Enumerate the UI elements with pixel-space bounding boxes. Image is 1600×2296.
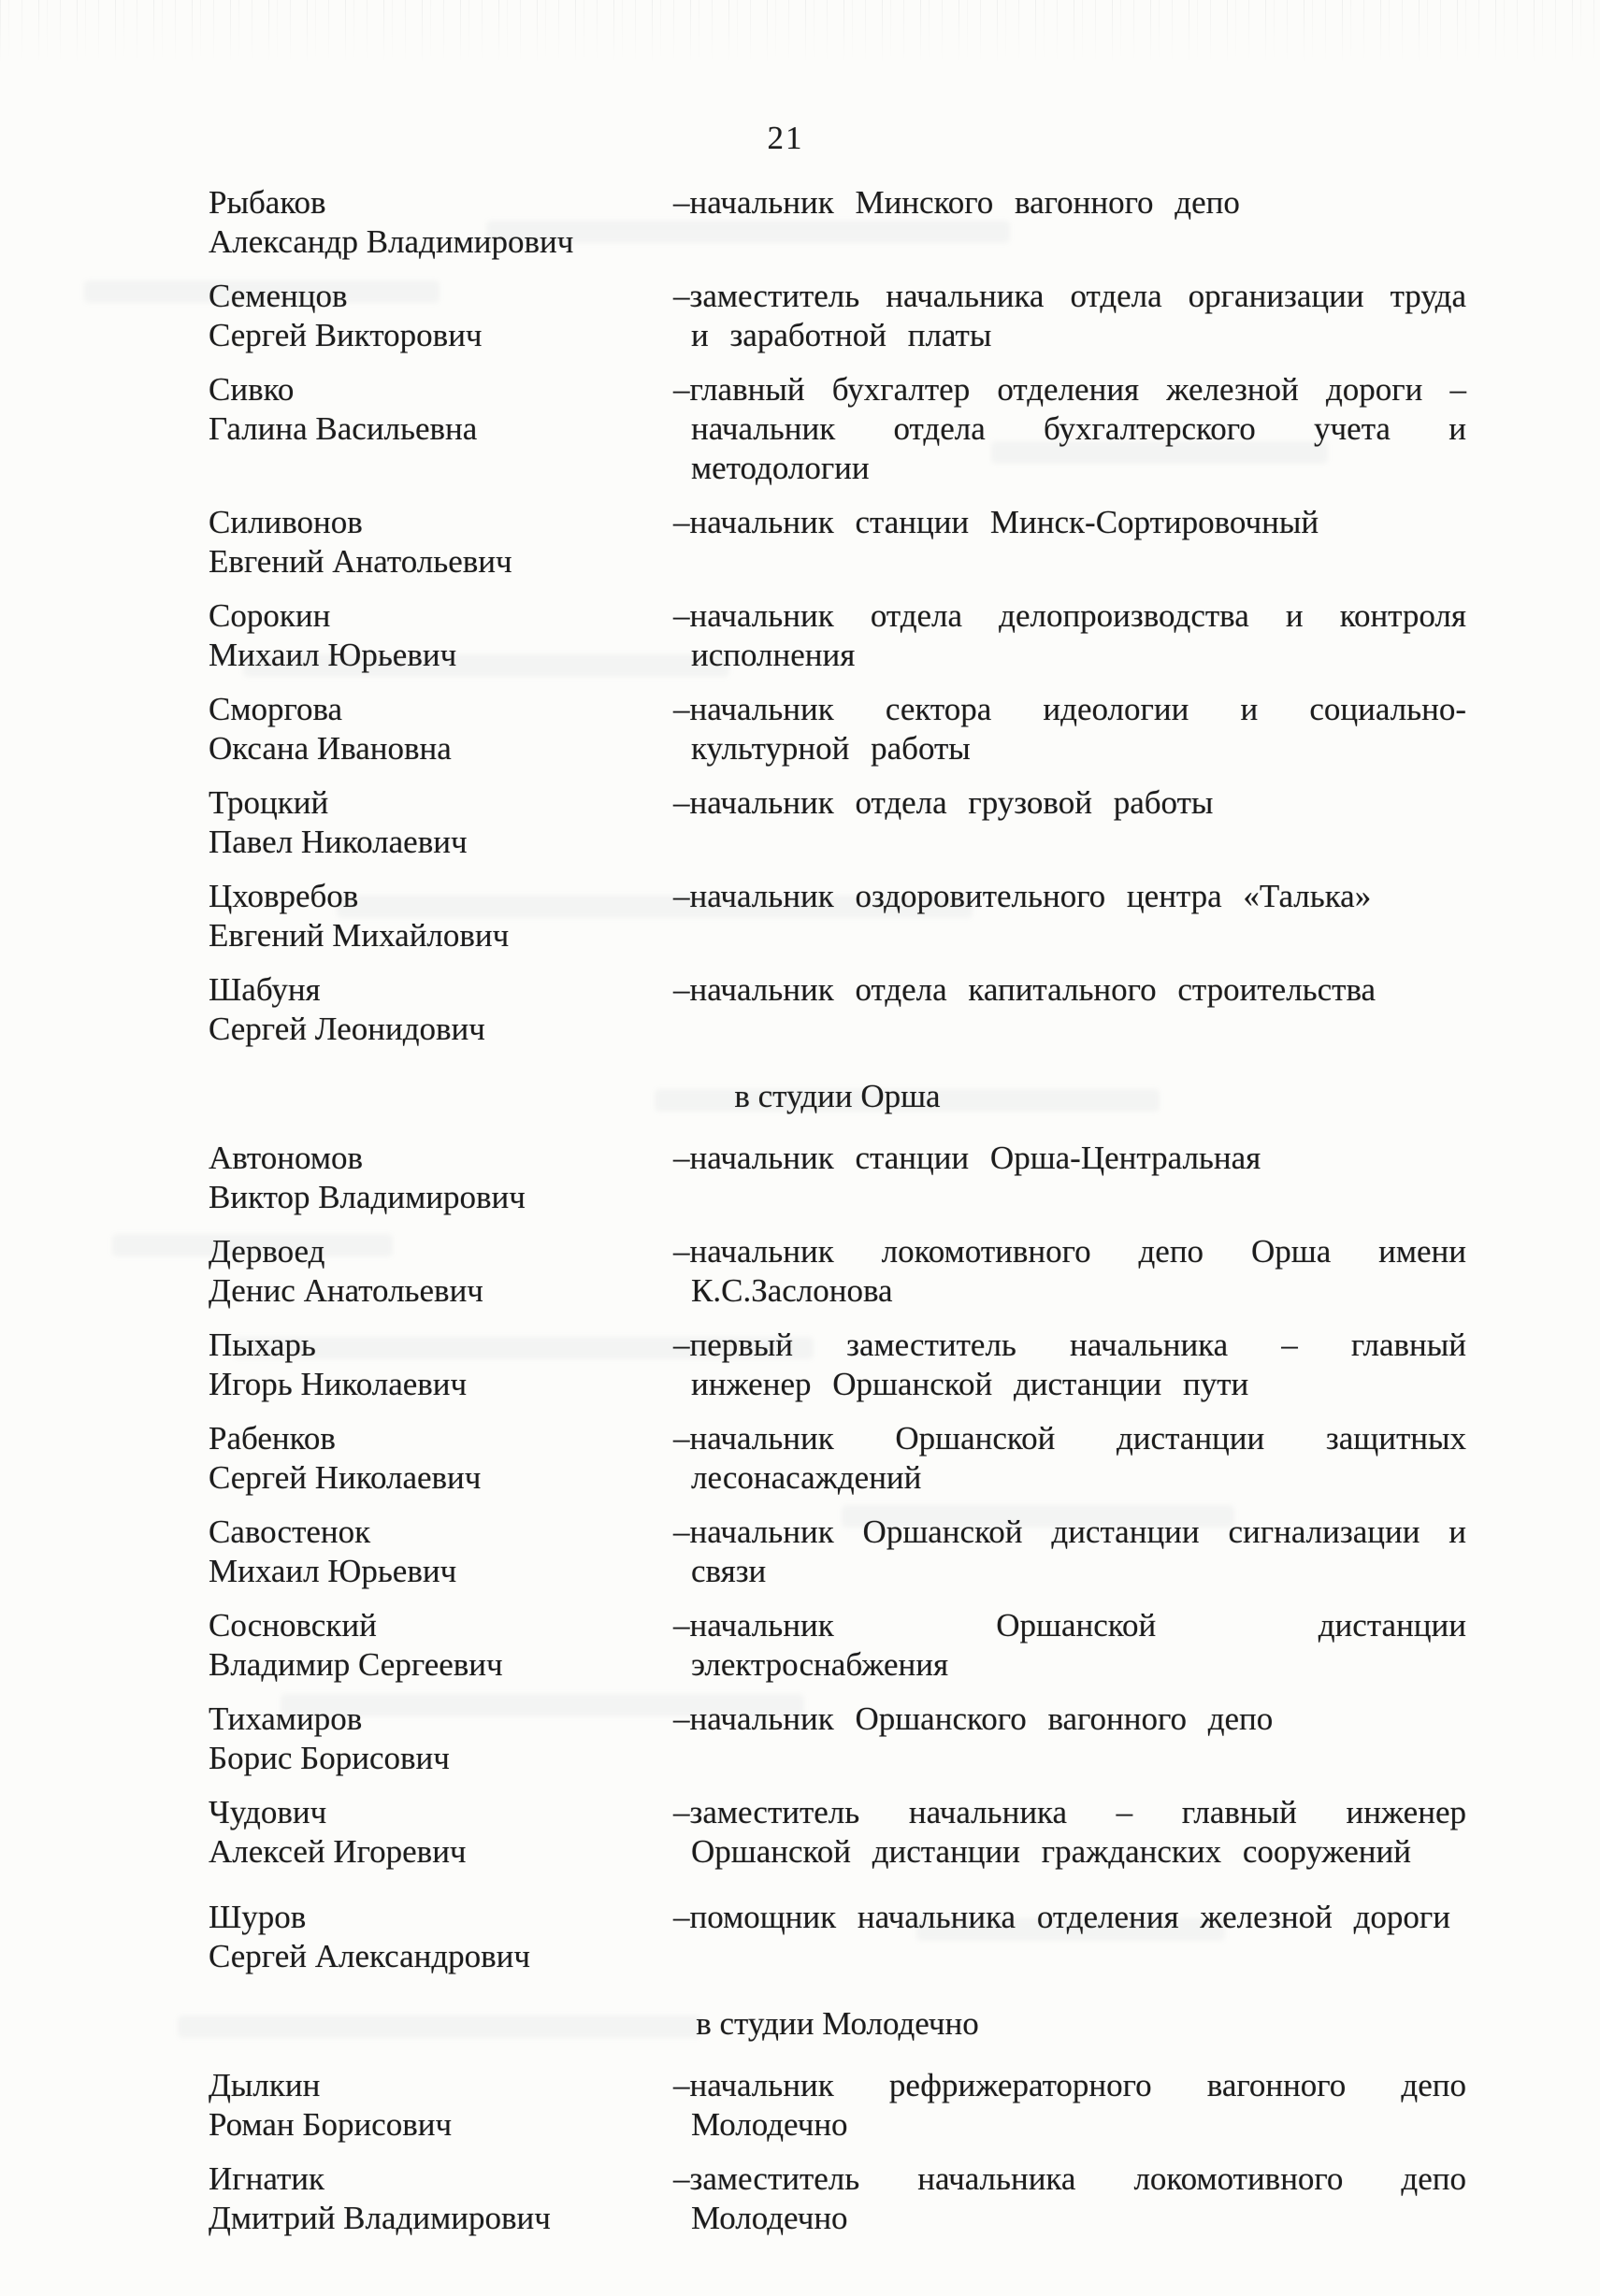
person-given-names: Сергей Николаевич bbox=[209, 1459, 482, 1496]
person-name bbox=[209, 690, 673, 768]
person-name bbox=[209, 2066, 673, 2145]
person-surname: Автономов bbox=[209, 1140, 364, 1176]
section-header-molodechno: в студии Молодечно bbox=[696, 2005, 979, 2042]
person-surname: Семенцов bbox=[209, 278, 348, 314]
page-number: 21 bbox=[767, 120, 804, 156]
person-surname: Игнатик bbox=[209, 2160, 325, 2197]
person-position: –начальник Минского вагонного депо bbox=[673, 184, 1240, 221]
directory-entry bbox=[209, 1139, 1466, 1217]
person-position: –начальник отдела делопроизводства и контроля исполнения bbox=[673, 597, 1466, 673]
person-name bbox=[209, 596, 673, 675]
person-surname: Шуров bbox=[209, 1899, 307, 1935]
person-given-names: Роман Борисович bbox=[209, 2106, 453, 2143]
person-name bbox=[209, 1232, 673, 1311]
person-surname: Сосновский bbox=[209, 1607, 377, 1643]
directory-entry bbox=[209, 1513, 1466, 1591]
person-surname: Дылкин bbox=[209, 2067, 321, 2103]
person-name bbox=[209, 1513, 673, 1591]
section-header-orsha: в студии Орша bbox=[734, 1078, 941, 1114]
person-name bbox=[209, 1326, 673, 1404]
directory-entry bbox=[209, 1232, 1466, 1311]
directory-entry bbox=[209, 1898, 1466, 1976]
person-position: –начальник отдела грузовой работы bbox=[673, 784, 1214, 821]
person-surname: Шабуня bbox=[209, 971, 321, 1008]
directory-entry bbox=[209, 596, 1466, 675]
person-position: –заместитель начальника – главный инженер Оршанской дистанции гражданских сооружений bbox=[673, 1794, 1466, 1870]
directory-entry bbox=[209, 2160, 1466, 2238]
person-position: –начальник локомотивного депо Орша имени К.С.Заслонова bbox=[673, 1233, 1466, 1309]
person-position: –начальник станции Орша-Центральная bbox=[673, 1140, 1261, 1176]
person-name bbox=[209, 1793, 673, 1872]
person-name bbox=[209, 183, 673, 262]
directory-entry bbox=[209, 1793, 1466, 1872]
person-position: –начальник сектора идеологии и социально-культурной работы bbox=[673, 691, 1466, 767]
person-given-names: Сергей Александрович bbox=[209, 1938, 531, 1974]
person-name bbox=[209, 277, 673, 355]
person-position: –начальник Оршанской дистанции сигнализации и связи bbox=[673, 1514, 1466, 1589]
person-position: –начальник отдела капитального строительства bbox=[673, 971, 1377, 1008]
person-surname: Цховребов bbox=[209, 878, 359, 914]
directory-entry bbox=[209, 2066, 1466, 2145]
person-position: –заместитель начальника отдела организации труда и заработной платы bbox=[673, 278, 1466, 353]
directory-entry bbox=[209, 970, 1466, 1049]
person-given-names: Галина Васильевна bbox=[209, 410, 478, 447]
person-given-names: Алексей Игоревич bbox=[209, 1833, 467, 1870]
directory-entry bbox=[209, 370, 1466, 488]
person-position: –начальник Оршанского вагонного депо bbox=[673, 1700, 1274, 1737]
directory-entry bbox=[209, 877, 1466, 955]
person-given-names: Борис Борисович bbox=[209, 1740, 450, 1776]
person-given-names: Игорь Николаевич bbox=[209, 1366, 468, 1402]
person-surname: Рыбаков bbox=[209, 184, 326, 221]
person-surname: Сморгова bbox=[209, 691, 343, 727]
directory-entry bbox=[209, 1326, 1466, 1404]
person-given-names: Денис Анатольевич bbox=[209, 1272, 483, 1309]
person-position: –начальник оздоровительного центра «Талька» bbox=[673, 878, 1372, 914]
directory-entry bbox=[209, 503, 1466, 581]
person-given-names: Виктор Владимирович bbox=[209, 1179, 526, 1215]
person-given-names: Михаил Юрьевич bbox=[209, 1553, 457, 1589]
person-given-names: Сергей Викторович bbox=[209, 317, 483, 353]
person-surname: Тихамиров bbox=[209, 1700, 363, 1737]
person-name bbox=[209, 970, 673, 1049]
person-name bbox=[209, 1700, 673, 1778]
scan-artifact bbox=[0, 0, 1600, 75]
directory-entry bbox=[209, 1419, 1466, 1498]
person-given-names: Владимир Сергеевич bbox=[209, 1646, 503, 1683]
person-name bbox=[209, 503, 673, 581]
person-given-names: Павел Николаевич bbox=[209, 824, 468, 860]
person-surname: Троцкий bbox=[209, 784, 329, 821]
directory-entry bbox=[209, 183, 1466, 262]
person-surname: Дервоед bbox=[209, 1233, 325, 1270]
directory-entry bbox=[209, 277, 1466, 355]
person-position: –начальник станции Минск-Сортировочный bbox=[673, 504, 1319, 540]
person-given-names: Михаил Юрьевич bbox=[209, 637, 457, 673]
person-position: –главный бухгалтер отделения железной дороги – начальник отдела бухгалтерского учета и методологии bbox=[673, 371, 1466, 486]
person-given-names: Сергей Леонидович bbox=[209, 1011, 485, 1047]
directory-entry bbox=[209, 1700, 1466, 1778]
person-name bbox=[209, 370, 673, 488]
person-name bbox=[209, 1139, 673, 1217]
person-surname: Савостенок bbox=[209, 1514, 371, 1550]
person-position: –начальник Оршанской дистанции защитных лесонасаждений bbox=[673, 1420, 1466, 1496]
person-given-names: Евгений Михайлович bbox=[209, 917, 510, 954]
directory-list bbox=[209, 183, 1466, 2253]
person-surname: Рабенков bbox=[209, 1420, 336, 1457]
person-surname: Сорокин bbox=[209, 597, 331, 634]
directory-entry bbox=[209, 783, 1466, 862]
person-name bbox=[209, 2160, 673, 2238]
person-given-names: Александр Владимирович bbox=[209, 223, 574, 260]
person-position: –первый заместитель начальника – главный инженер Оршанской дистанции пути bbox=[673, 1327, 1466, 1402]
person-name bbox=[209, 1606, 673, 1685]
person-position: –заместитель начальника локомотивного депо Молодечно bbox=[673, 2160, 1466, 2236]
person-given-names: Евгений Анатольевич bbox=[209, 543, 512, 580]
person-given-names: Дмитрий Владимирович bbox=[209, 2200, 551, 2236]
person-position: –начальник рефрижераторного вагонного депо Молодечно bbox=[673, 2067, 1466, 2143]
directory-entry bbox=[209, 1606, 1466, 1685]
person-name bbox=[209, 1419, 673, 1498]
person-surname: Сивко bbox=[209, 371, 295, 408]
person-position: –начальник Оршанской дистанции электроснабжения bbox=[673, 1607, 1466, 1683]
person-surname: Пыхарь bbox=[209, 1327, 316, 1363]
person-name bbox=[209, 1898, 673, 1976]
person-name bbox=[209, 783, 673, 862]
person-name bbox=[209, 877, 673, 955]
person-surname: Чудович bbox=[209, 1794, 327, 1830]
person-position: –помощник начальника отделения железной дороги bbox=[673, 1899, 1450, 1935]
person-surname: Силивонов bbox=[209, 504, 363, 540]
directory-entry bbox=[209, 690, 1466, 768]
person-given-names: Оксана Ивановна bbox=[209, 730, 452, 767]
